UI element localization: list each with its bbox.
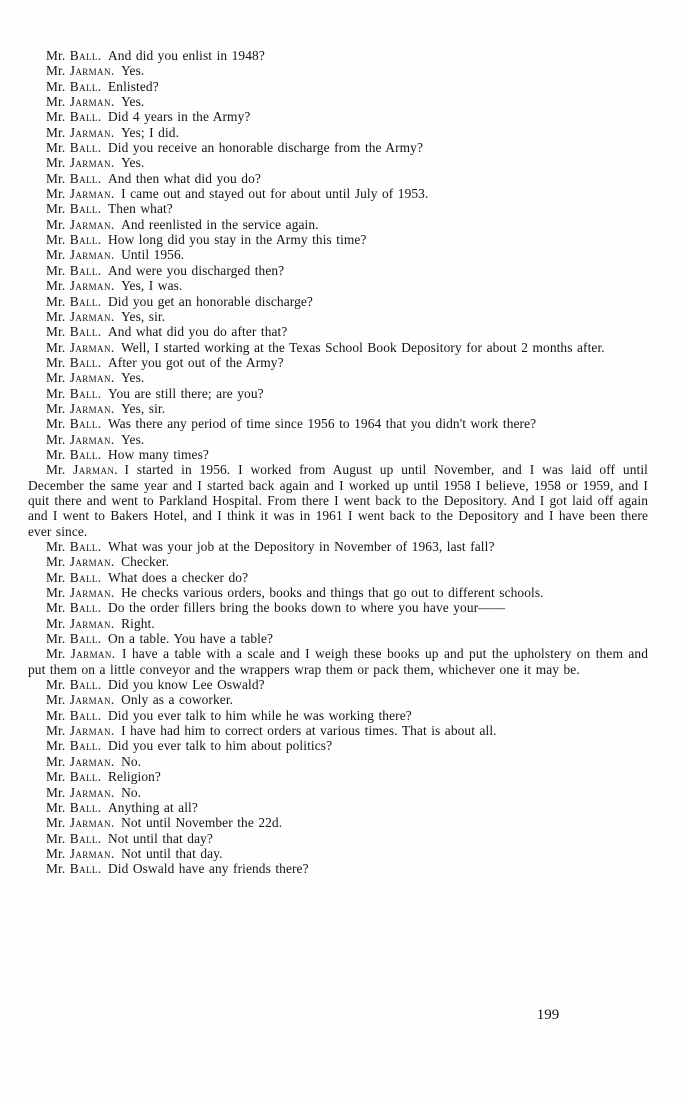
dialogue-line: Mr. Jarman. Well, I started working at the Texas School Book Depository for about 2 months after. <box>46 339 605 355</box>
dialogue-line: Mr. Ball. You are still there; are you? <box>46 385 264 401</box>
speaker-name: Mr. Ball. <box>46 324 102 340</box>
speaker-name: Mr. Ball. <box>46 232 102 248</box>
dialogue-line: Mr. Jarman. Only as a coworker. <box>46 692 234 708</box>
dialogue-line: Mr. Jarman. No. <box>46 784 142 800</box>
speaker-name: Mr. Jarman. <box>46 247 115 263</box>
dialogue-line: Mr. Ball. Did Oswald have any friends there? <box>46 861 309 877</box>
speaker-name: Mr. Jarman. <box>46 370 115 386</box>
speaker-name: Mr. Ball. <box>46 600 102 616</box>
dialogue-line: Mr. Ball. Anything at all? <box>46 799 198 815</box>
dialogue-line: Mr. Jarman. Yes. <box>46 370 145 386</box>
speaker-name: Mr. Ball. <box>46 738 102 754</box>
dialogue-line: Mr. Ball. Enlisted? <box>46 78 159 94</box>
dialogue-line: Mr. Ball. And did you enlist in 1948? <box>46 48 265 63</box>
speaker-name: Mr. Jarman. <box>46 278 115 294</box>
dialogue-line: Mr. Jarman. And reenlisted in the service again. <box>46 216 319 232</box>
dialogue-line: Mr. Ball. On a table. You have a table? <box>46 631 274 647</box>
speaker-name: Mr. Jarman. <box>46 216 115 232</box>
speaker-name: Mr. Jarman. <box>46 692 115 708</box>
speaker-name: Mr. Ball. <box>46 539 102 554</box>
speaker-name: Mr. Ball. <box>46 385 102 401</box>
speaker-name: Mr. Ball. <box>46 354 102 370</box>
dialogue-line: Mr. Ball. How long did you stay in the Army this time? <box>46 232 367 248</box>
dialogue-line: Mr. Ball. Was there any period of time since 1956 to 1964 that you didn't work there? <box>46 416 537 432</box>
speaker-name: Mr. Jarman. <box>46 723 115 739</box>
speaker-name: Mr. Jarman. <box>46 815 115 831</box>
speaker-name: Mr. Ball. <box>46 830 102 846</box>
speaker-name: Mr. Jarman. <box>46 554 115 570</box>
dialogue-line: Mr. Ball. And were you discharged then? <box>46 262 285 278</box>
dialogue-line: Mr. Jarman. Yes. <box>46 155 145 171</box>
dialogue-line: Mr. Ball. Did you receive an honorable discharge from the Army? <box>46 140 423 156</box>
dialogue-line: Mr. Ball. Then what? <box>46 201 173 217</box>
dialogue-line: Mr. Ball. And then what did you do? <box>46 170 261 186</box>
speaker-name: Mr. Jarman. <box>46 63 115 79</box>
speaker-name: Mr. Ball. <box>46 48 102 63</box>
dialogue-line: Mr. Jarman. Yes. <box>46 63 145 79</box>
speaker-name: Mr. Ball. <box>46 631 102 647</box>
dialogue-line: Mr. Jarman. I have had him to correct orders at various times. That is about all. <box>46 723 497 739</box>
dialogue-line: Mr. Jarman. I came out and stayed out for about until July of 1953. <box>46 186 429 202</box>
dialogue-line: Mr. Jarman. I started in 1956. I worked from August up until November, and I was laid off until December the same year and I started back again and I worked up until 1958 I believe, 1958 or 1959, and I quit there and went to Parkland Hospital. From there I went back to the Depository. And I got laid off again and I went to Bakers Hotel, and I think it was in 1961 I went back to the Depository and I have been there ever since. <box>28 462 648 539</box>
dialogue-line: Mr. Ball. Do the order fillers bring the books down to where you have your—— <box>46 600 506 616</box>
speaker-name: Mr. Jarman. <box>46 94 115 110</box>
speaker-name: Mr. Ball. <box>46 201 102 217</box>
dialogue-line: Mr. Jarman. I have a table with a scale and I weigh these books up and put the upholstery on them and put them on a little conveyor and the wrappers wrap them or pack them, whichever one it may be. <box>28 646 648 677</box>
speaker-name: Mr. Jarman. <box>46 753 115 769</box>
speaker-name: Mr. Jarman. <box>46 585 115 601</box>
speaker-name: Mr. Jarman. <box>46 124 115 140</box>
dialogue-line: Mr. Ball. What does a checker do? <box>46 569 249 585</box>
speaker-name: Mr. Jarman. <box>46 186 115 202</box>
dialogue-line: Mr. Jarman. He checks various orders, books and things that go out to different schools. <box>46 585 544 601</box>
dialogue-line: Mr. Ball. Religion? <box>46 769 161 785</box>
speaker-name: Mr. Jarman. <box>46 784 115 800</box>
dialogue-line: Mr. Jarman. Yes. <box>46 94 145 110</box>
speaker-name: Mr. Ball. <box>46 109 102 125</box>
speaker-name: Mr. Ball. <box>46 262 102 278</box>
speaker-name: Mr. Ball. <box>46 861 102 877</box>
speaker-name: Mr. Jarman. <box>46 646 116 662</box>
dialogue-line: Mr. Jarman. Yes, sir. <box>46 400 166 416</box>
page-number: 199 <box>536 1007 560 1023</box>
speaker-name: Mr. Ball. <box>46 677 102 693</box>
dialogue-line: Mr. Ball. Not until that day? <box>46 830 213 846</box>
dialogue-line: Mr. Jarman. Yes, I was. <box>46 278 183 294</box>
transcript <box>28 48 648 877</box>
dialogue-line: Mr. Jarman. No. <box>46 753 142 769</box>
speaker-name: Mr. Ball. <box>46 799 102 815</box>
speaker-name: Mr. Ball. <box>46 293 102 309</box>
dialogue-line: Mr. Ball. Did you ever talk to him about politics? <box>46 738 333 754</box>
dialogue-line: Mr. Ball. After you got out of the Army? <box>46 354 284 370</box>
dialogue-line: Mr. Ball. What was your job at the Depository in November of 1963, last fall? <box>46 539 495 554</box>
dialogue-line: Mr. Jarman. Not until that day. <box>46 845 223 861</box>
dialogue-line: Mr. Ball. Did you know Lee Oswald? <box>46 677 265 693</box>
speaker-name: Mr. Jarman. <box>46 308 115 324</box>
speaker-name: Mr. Ball. <box>46 170 102 186</box>
dialogue-line: Mr. Jarman. Yes. <box>46 431 145 447</box>
dialogue-line: Mr. Ball. Did you ever talk to him while he was working there? <box>46 707 412 723</box>
speaker-name: Mr. Jarman. <box>46 845 115 861</box>
speaker-name: Mr. Jarman. <box>46 615 115 631</box>
dialogue-line: Mr. Jarman. Right. <box>46 615 155 631</box>
dialogue-line: Mr. Ball. How many times? <box>46 446 209 462</box>
speaker-name: Mr. Jarman. <box>46 339 115 355</box>
dialogue-line: Mr. Jarman. Yes, sir. <box>46 308 166 324</box>
speaker-name: Mr. Ball. <box>46 707 102 723</box>
speaker-name: Mr. Ball. <box>46 569 102 585</box>
speaker-name: Mr. Ball. <box>46 769 102 785</box>
dialogue-line: Mr. Jarman. Not until November the 22d. <box>46 815 283 831</box>
speaker-name: Mr. Jarman. <box>46 431 115 447</box>
speaker-name: Mr. Ball. <box>46 140 102 156</box>
speaker-name: Mr. Jarman. <box>46 155 115 171</box>
speaker-name: Mr. Ball. <box>46 78 102 94</box>
dialogue-line: Mr. Ball. Did you get an honorable discharge? <box>46 293 313 309</box>
dialogue-line: Mr. Ball. And what did you do after that? <box>46 324 288 340</box>
speaker-name: Mr. Jarman. <box>46 462 118 478</box>
speaker-name: Mr. Ball. <box>46 416 102 432</box>
dialogue-line: Mr. Jarman. Until 1956. <box>46 247 185 263</box>
dialogue-line: Mr. Ball. Did 4 years in the Army? <box>46 109 251 125</box>
dialogue-line: Mr. Jarman. Checker. <box>46 554 170 570</box>
speaker-name: Mr. Ball. <box>46 446 102 462</box>
speaker-name: Mr. Jarman. <box>46 400 115 416</box>
dialogue-line: Mr. Jarman. Yes; I did. <box>46 124 180 140</box>
